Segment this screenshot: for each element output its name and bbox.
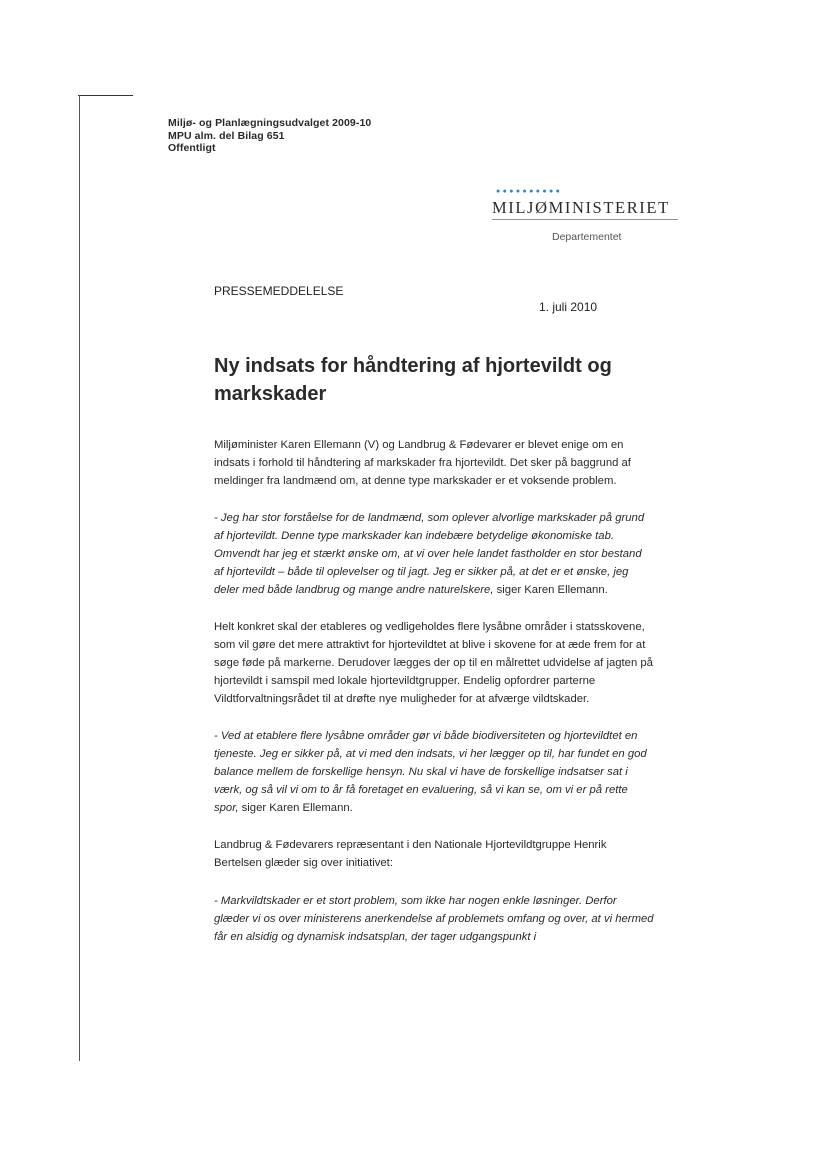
document-stamp bbox=[168, 117, 371, 155]
quote-text: - Jeg har stor forståelse for de landmænd, som oplever alvorlige markskader på grund af hjortevildt. Denne type markskader kan indebære betydelige økonomiske tab. Omvendt har jeg et stærkt ønske om, at vi over hele landet fastholder en stor bestand af hjortevildt – både til oplevelser og til jagt. Jeg er sikker på, at det er et ønske, jeg deler med både landbrug og mange andre naturelskere, bbox=[214, 512, 645, 596]
logo-department: Departementet bbox=[552, 231, 622, 243]
headline: Ny indsats for håndtering af hjortevildt og markskader bbox=[214, 355, 612, 405]
logo-rule bbox=[492, 219, 678, 220]
logo-name: MILJØMINISTERIET bbox=[492, 198, 670, 217]
document-date: 1. juli 2010 bbox=[539, 300, 598, 314]
document-type: PRESSEMEDDELELSE bbox=[214, 284, 344, 298]
quote-attribution: siger Karen Ellemann. bbox=[493, 583, 608, 596]
scan-edge-left bbox=[79, 95, 80, 1061]
paragraph-intro: Miljøminister Karen Ellemann (V) og Landbrug & Fødevarer er blevet enige om en indsats i forhold til håndtering af markskader fra hjortevildt. Det sker på baggrund af meldinger fra landmænd om, at denne type markskader er et voksende problem. bbox=[214, 439, 631, 487]
stamp-committee: Miljø- og Planlægningsudvalget 2009-10 bbox=[168, 117, 372, 129]
stamp-reference: MPU alm. del Bilag 651 bbox=[168, 129, 285, 142]
stamp-status: Offentligt bbox=[168, 142, 216, 154]
quote-attribution: siger Karen Ellemann. bbox=[238, 801, 353, 814]
scan-edge-top bbox=[78, 95, 133, 96]
paragraph-measures: Helt konkret skal der etableres og vedligeholdes flere lysåbne områder i statsskovene, som vil gøre det mere attraktivt for hjortevildtet at blive i skovene for at æde frem for at søge føde på markerne. Derudover lægges der op til en målrettet udvidelse af jagten på hjortevildt i samspil med lokale hjortevildtgrupper. Endelig opfordrer parterne Vildtforvaltningsrådet til at drøfte nye muligheder for at afværge vildtskader. bbox=[214, 621, 653, 705]
quote-minister-1 bbox=[214, 510, 654, 599]
quote-representative bbox=[214, 893, 654, 946]
quote-minister-2 bbox=[214, 728, 654, 817]
logo-dots: ●●●●●●●●●● bbox=[496, 188, 563, 195]
document-body bbox=[214, 437, 654, 966]
paragraph-representative: Landbrug & Fødevarers repræsentant i den Nationale Hjortevildtgruppe Henrik Bertelsen glæder sig over initiativet: bbox=[214, 839, 607, 870]
quote-text: - Markvildtskader er et stort problem, som ikke har nogen enkle løsninger. Derfor glæder vi os over ministerens anerkendelse af problemets omfang og over, at vi hermed får en alsidig og dynamisk indsatsplan, der tager udgangspunkt i bbox=[214, 894, 654, 943]
quote-text: - Ved at etablere flere lysåbne områder gør vi både biodiversiteten og hjortevildtet en tjeneste. Jeg er sikker på, at vi med den indsats, vi her lægger op til, har fundet en god balance mellem de forskellige hensyn. Nu skal vi have de forskellige indsatser sat i værk, og så vil vi om to år få foretaget en evaluering, så vi kan se, om vi er på rette spor, bbox=[214, 730, 647, 814]
